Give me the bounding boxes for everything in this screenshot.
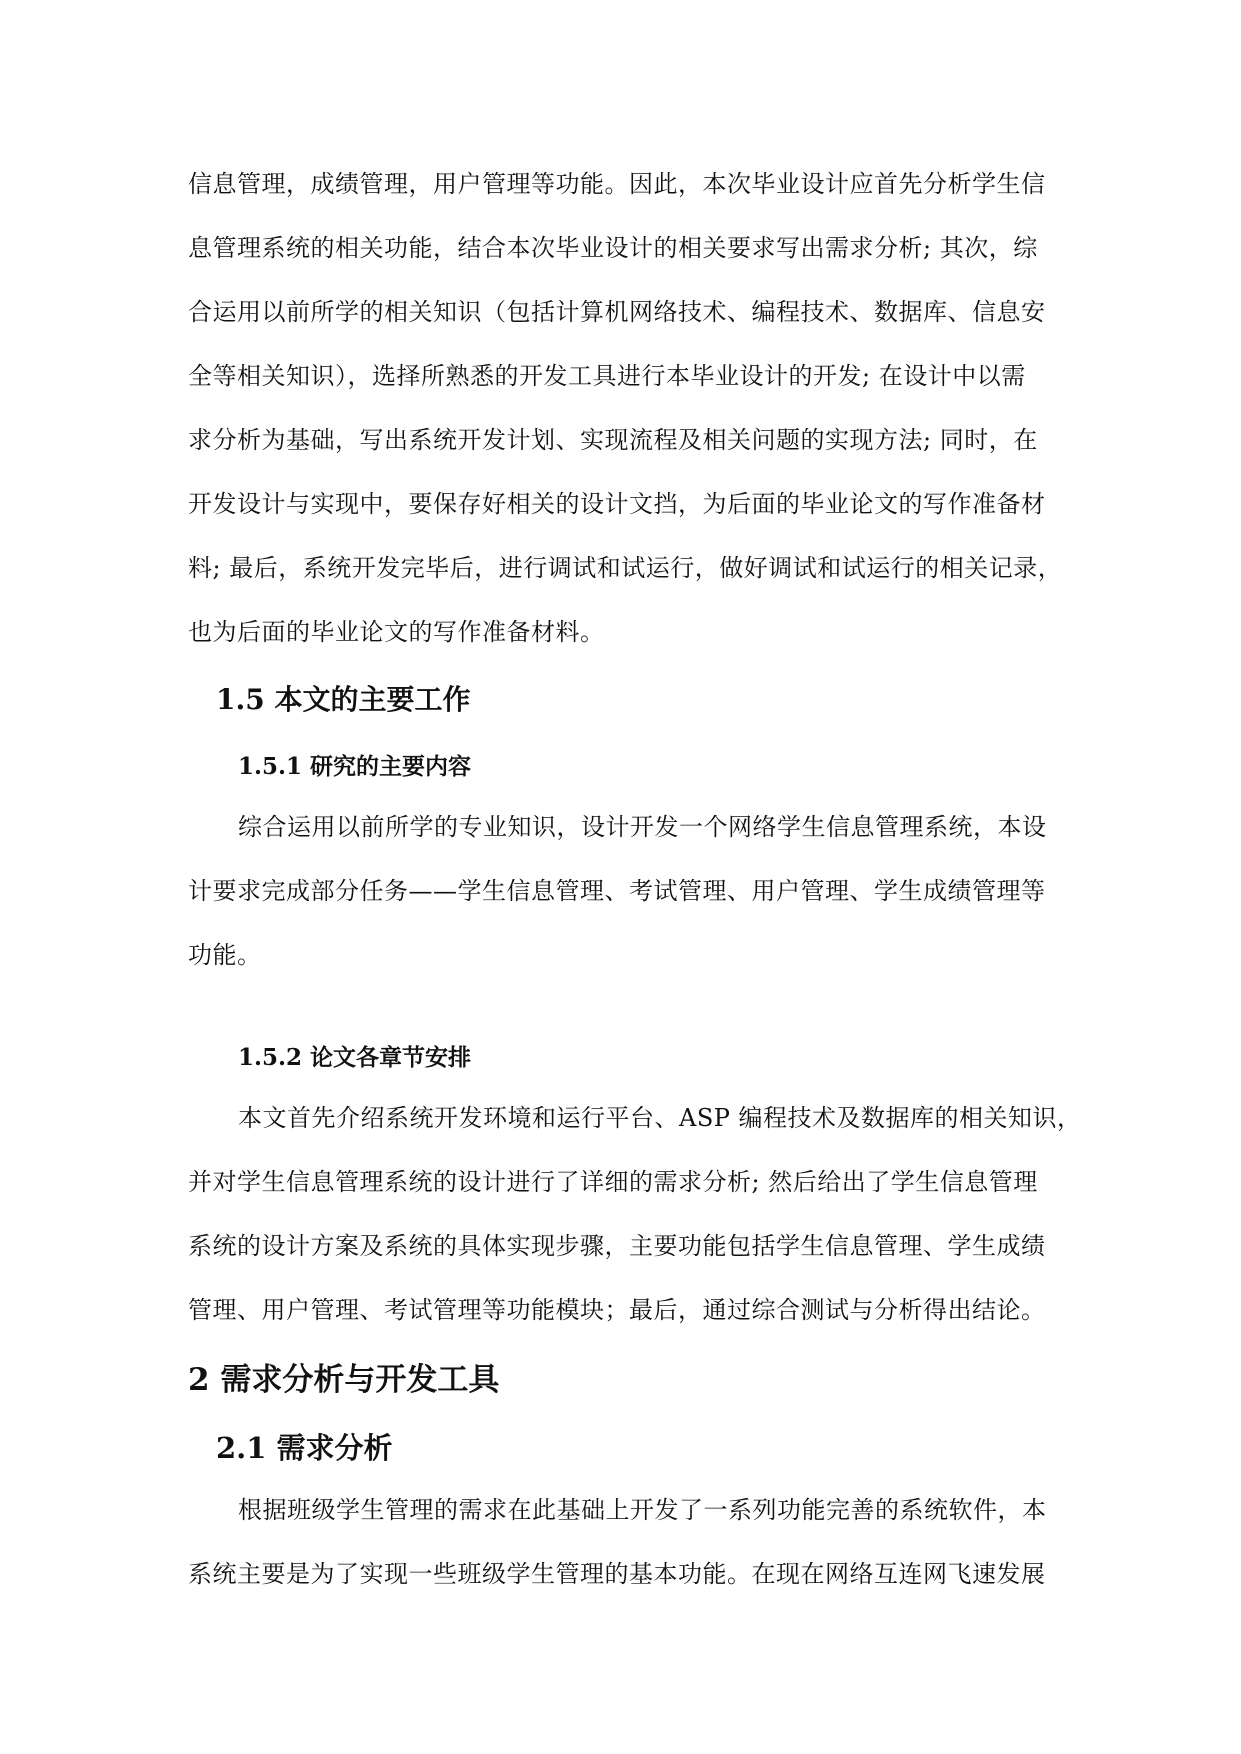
paragraph-line: 开发设计与实现中，要保存好相关的设计文挡，为后面的毕业论文的写作准备材 [188, 490, 1046, 518]
paragraph-line: 并对学生信息管理系统的设计进行了详细的需求分析; 然后给出了学生信息管理 [188, 1168, 1038, 1196]
paragraph-line: 合运用以前所学的相关知识（包括计算机网络技术、编程技术、数据库、信息安 [188, 298, 1046, 326]
paragraph-line: 全等相关知识），选择所熟悉的开发工具进行本毕业设计的开发; 在设计中以需 [188, 362, 1026, 390]
subsection-heading: 1.5.2 论文各章节安排 [238, 1044, 472, 1071]
paragraph-line: 管理、用户管理、考试管理等功能模块；最后，通过综合测试与分析得出结论。 [188, 1296, 1046, 1324]
paragraph-line: 本文首先介绍系统开发环境和运行平台、ASP 编程技术及数据库的相关知识， [238, 1104, 1082, 1132]
section-heading: 1.5 本文的主要工作 [216, 683, 471, 716]
paragraph-line: 系统主要是为了实现一些班级学生管理的基本功能。在现在网络互连网飞速发展 [188, 1560, 1046, 1588]
subsection-heading: 1.5.1 研究的主要内容 [238, 753, 472, 780]
section-heading: 2.1 需求分析 [216, 1431, 393, 1465]
paragraph-line: 功能。 [188, 941, 262, 969]
paragraph-line: 系统的设计方案及系统的具体实现步骤，主要功能包括学生信息管理、学生成绩 [188, 1232, 1046, 1260]
paragraph-line: 计要求完成部分任务——学生信息管理、考试管理、用户管理、学生成绩管理等 [188, 877, 1046, 905]
paragraph-line: 也为后面的毕业论文的写作准备材料。 [188, 618, 605, 646]
paragraph-line: 求分析为基础，写出系统开发计划、实现流程及相关问题的实现方法; 同时，在 [188, 426, 1038, 454]
chapter-heading: 2 需求分析与开发工具 [188, 1362, 500, 1398]
paragraph-line: 信息管理，成绩管理，用户管理等功能。因此，本次毕业设计应首先分析学生信 [188, 170, 1046, 198]
paragraph-line: 综合运用以前所学的专业知识，设计开发一个网络学生信息管理系统，本设 [238, 813, 1047, 841]
paragraph-line: 根据班级学生管理的需求在此基础上开发了一系列功能完善的系统软件，本 [238, 1496, 1047, 1524]
paragraph-line: 料; 最后，系统开发完毕后，进行调试和试运行，做好调试和试运行的相关记录， [188, 554, 1063, 582]
paragraph-line: 息管理系统的相关功能，结合本次毕业设计的相关要求写出需求分析; 其次，综 [188, 234, 1038, 262]
